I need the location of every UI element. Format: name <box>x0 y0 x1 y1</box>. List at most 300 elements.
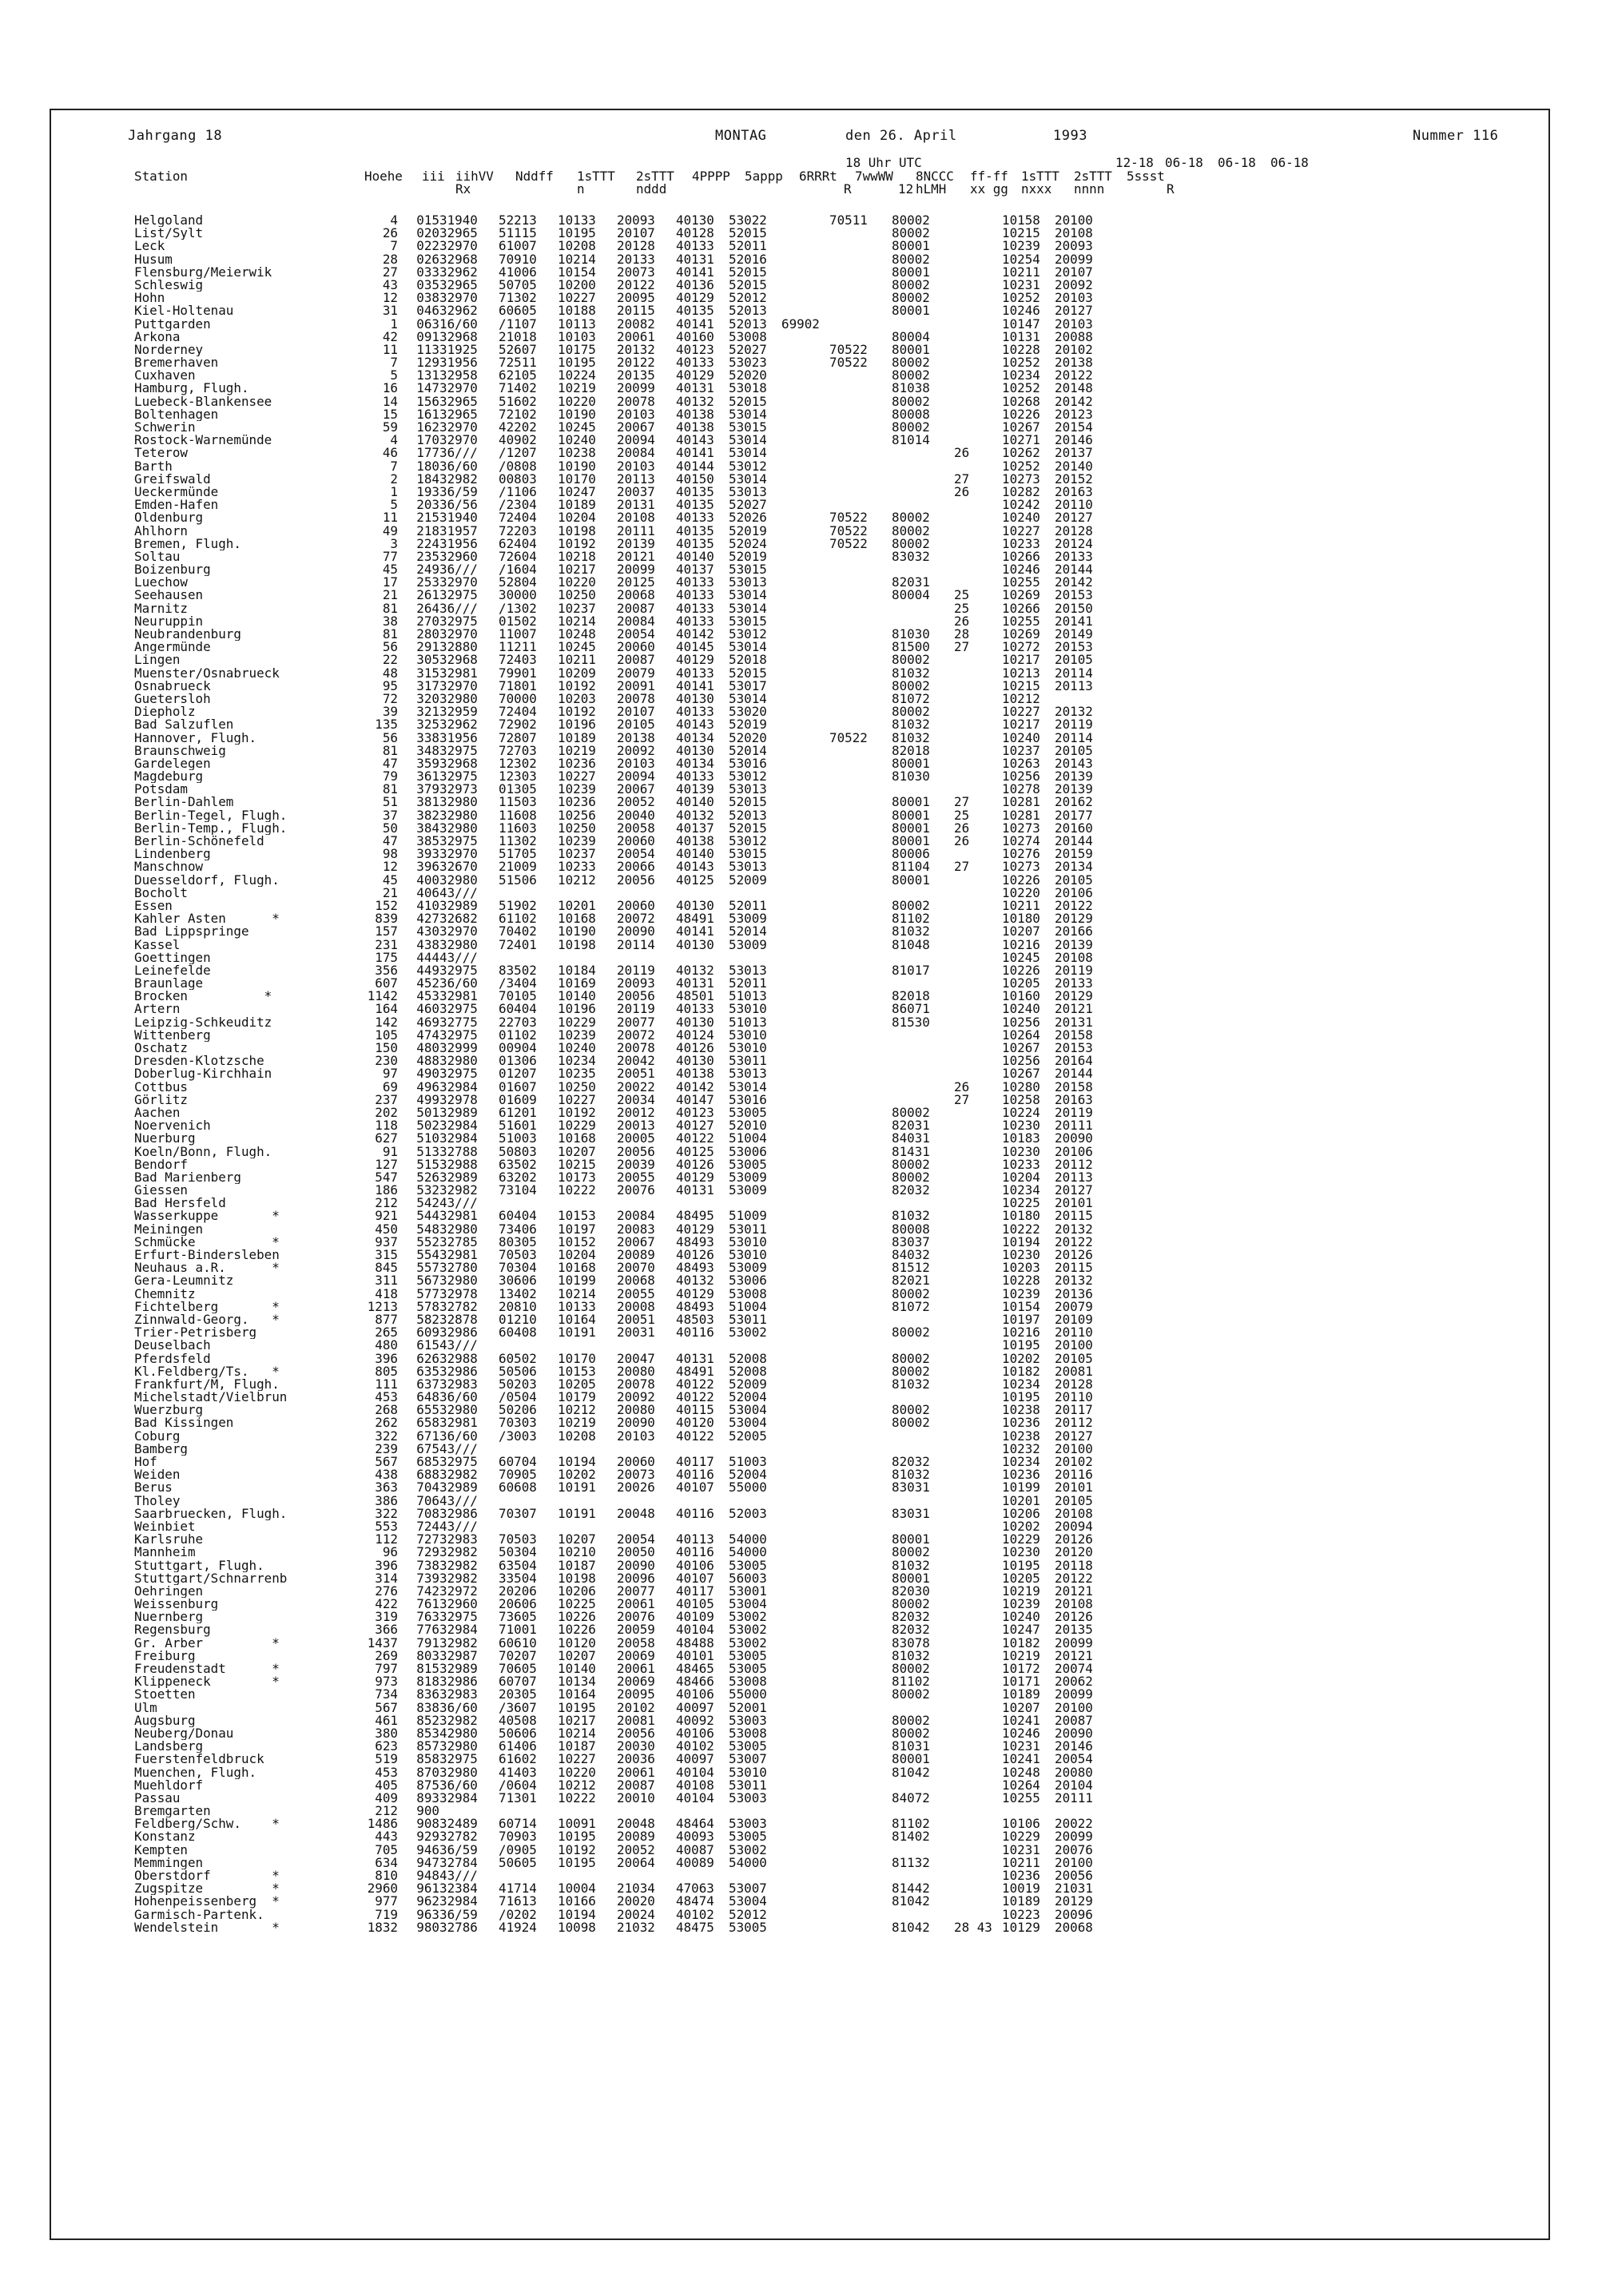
group-t2: 20070 <box>617 1261 655 1275</box>
group-t2: 20103 <box>617 1429 655 1443</box>
height: 519 <box>375 1753 398 1766</box>
group-appp: 53015 <box>729 421 767 435</box>
group-t1: 10240 <box>558 434 596 447</box>
group-t3: 10227 <box>1002 524 1040 538</box>
group-t2: 20067 <box>617 783 655 796</box>
group-iihvv: 32975 <box>439 770 478 784</box>
group-rrr <box>781 1404 829 1416</box>
station-id: 410 <box>416 899 439 913</box>
group-ncc: 81102 <box>892 912 930 926</box>
group-iihvv: 32970 <box>439 434 478 447</box>
group-rrr <box>781 1495 829 1507</box>
station-name: Berus <box>134 1481 173 1495</box>
group-sss <box>1107 1094 1155 1106</box>
station-id: 113 <box>416 343 439 357</box>
station-id: 496 <box>416 1080 439 1094</box>
table-row <box>134 977 1155 990</box>
table-row <box>134 1495 1155 1507</box>
group-t3 <box>1002 1805 1055 1817</box>
group-t2: 20013 <box>617 1119 655 1133</box>
table-row <box>134 641 1155 653</box>
table-row <box>134 1481 1155 1494</box>
group-t3: 10202 <box>1002 1519 1040 1534</box>
group-t2: 20024 <box>617 1908 655 1921</box>
group-rrr <box>781 1184 829 1197</box>
group-t3: 10211 <box>1002 1856 1040 1869</box>
height: 14 <box>382 395 398 408</box>
group-t3: 10233 <box>1002 537 1040 550</box>
group-rrr <box>781 1016 829 1029</box>
group-sss <box>1107 1753 1155 1766</box>
group-nddff: /0604 <box>499 1778 537 1792</box>
group-appp <box>729 1520 781 1533</box>
group-ww <box>829 900 892 912</box>
group-t3: 10240 <box>1002 731 1040 745</box>
group-ff <box>954 460 1002 473</box>
station-name: Norderney <box>134 343 204 357</box>
group-pppp: 40130 <box>676 214 714 228</box>
group-iihvv: 16/60 <box>439 317 478 331</box>
station-name: Neuhaus a.R. * <box>134 1261 280 1275</box>
group-t3: 10219 <box>1002 1584 1040 1599</box>
group-ww: 70522 <box>829 537 868 550</box>
group-t3: 10229 <box>1002 1830 1040 1844</box>
group-ff: 27 <box>954 472 970 486</box>
group-ncc <box>892 887 954 900</box>
station-id: 382 <box>416 808 439 822</box>
group-nddff: 72703 <box>499 744 537 757</box>
station-name: Weissenburg <box>134 1598 219 1611</box>
group-rrr <box>781 1132 829 1145</box>
station-name: Berlin-Tegel, Flugh. <box>134 808 288 822</box>
group-t3: 10147 <box>1002 317 1040 331</box>
group-t2: 20056 <box>617 990 655 1003</box>
group-ff <box>954 900 1002 912</box>
table-row <box>134 318 1155 331</box>
group-ff <box>954 1055 1002 1067</box>
group-pppp: 40135 <box>676 304 714 318</box>
group-nddff: 51003 <box>499 1132 537 1146</box>
table-row <box>134 925 1155 938</box>
group-iihvv: 36/56 <box>439 499 478 512</box>
group-t4: 20093 <box>1055 240 1093 253</box>
group-appp: 53013 <box>729 963 767 978</box>
group-t4: 20128 <box>1055 524 1093 538</box>
group-rrr <box>781 408 829 421</box>
group-ncc: 81048 <box>892 938 930 951</box>
group-t4: 20142 <box>1055 576 1093 590</box>
group-t3: 10216 <box>1002 1326 1040 1340</box>
group-t4: 20103 <box>1055 292 1093 305</box>
group-t2: 20087 <box>617 1778 655 1792</box>
group-pppp: 40141 <box>676 265 714 279</box>
group-nddff: 11302 <box>499 835 537 848</box>
group-t3: 10224 <box>1002 1106 1040 1120</box>
table-row <box>134 1339 1155 1352</box>
group-sss <box>1107 1623 1155 1636</box>
group-sss <box>1107 783 1155 796</box>
group-sss <box>1107 1029 1155 1042</box>
group-t4: 20119 <box>1055 718 1093 732</box>
group-appp: 53013 <box>729 1067 767 1081</box>
group-t4: 20119 <box>1055 1106 1093 1120</box>
height: 81 <box>382 602 398 615</box>
group-rrr <box>781 1844 829 1857</box>
station-id: 280 <box>416 628 439 642</box>
group-appp: 52015 <box>729 265 767 279</box>
station-name: Leinefelde <box>134 963 211 978</box>
group-rrr <box>781 1869 829 1882</box>
group-appp: 53010 <box>729 1003 767 1016</box>
group-ncc: 82021 <box>892 1274 930 1288</box>
table-row <box>134 1702 1155 1714</box>
group-t3: 10256 <box>1002 1055 1040 1068</box>
group-appp: 53011 <box>729 1222 767 1236</box>
group-ncc: 81017 <box>892 963 930 978</box>
group-t2: 20073 <box>617 1468 655 1482</box>
group-t2: 20080 <box>617 1364 655 1378</box>
group-t4: 20110 <box>1055 1391 1093 1404</box>
group-iihvv: 32981 <box>439 666 478 680</box>
group-sss <box>1107 447 1155 459</box>
group-ff <box>954 1223 1002 1236</box>
group-pppp: 40143 <box>676 860 714 874</box>
group-sss <box>1107 1339 1155 1352</box>
group-t2: 20099 <box>617 563 655 577</box>
group-sss <box>1107 718 1155 731</box>
group-sss <box>1107 1650 1155 1662</box>
group-t2: 20042 <box>617 1055 655 1068</box>
group-t4: 20110 <box>1055 499 1093 512</box>
group-ww <box>829 1753 892 1766</box>
group-t3: 10183 <box>1002 1132 1040 1146</box>
group-t1: 10201 <box>558 899 596 913</box>
group-ncc: 80002 <box>892 537 930 550</box>
group-t1: 10197 <box>558 1222 596 1236</box>
group-appp: 53014 <box>729 472 767 486</box>
height: 26 <box>382 227 398 240</box>
group-rrr <box>781 1817 829 1830</box>
station-id: 815 <box>416 1662 439 1676</box>
group-ncc: 82018 <box>892 990 930 1003</box>
group-ncc: 80002 <box>892 1726 930 1741</box>
group-pppp: 40130 <box>676 744 714 757</box>
group-sss <box>1107 1326 1155 1339</box>
station-name: Fichtelberg * <box>134 1300 280 1313</box>
group-iihvv: 31925 <box>439 343 478 357</box>
station-id: 460 <box>416 1003 439 1016</box>
group-appp: 53002 <box>729 1326 767 1340</box>
group-ncc: 81032 <box>892 1649 930 1662</box>
group-t1 <box>558 1495 617 1507</box>
group-t4: 20099 <box>1055 1688 1093 1702</box>
station-id: 761 <box>416 1598 439 1611</box>
group-rrr <box>781 279 829 292</box>
group-sss <box>1107 1559 1155 1572</box>
group-nddff: 50803 <box>499 1145 537 1158</box>
group-ff <box>954 1869 1002 1882</box>
group-t2: 20031 <box>617 1326 655 1340</box>
group-ff <box>954 1779 1002 1792</box>
height: 797 <box>375 1662 398 1676</box>
group-t3: 10252 <box>1002 292 1040 305</box>
group-sss <box>1107 770 1155 783</box>
group-sss <box>1107 344 1155 356</box>
group-t1: 10240 <box>558 1042 596 1055</box>
group-t2: 20058 <box>617 821 655 835</box>
group-rrr <box>781 964 829 977</box>
group-t1: 10245 <box>558 641 596 654</box>
group-pppp: 40133 <box>676 589 714 602</box>
group-t3: 10252 <box>1002 459 1040 473</box>
station-id: 803 <box>416 1649 439 1662</box>
group-rrr <box>781 473 829 486</box>
group-rrr <box>781 1288 829 1301</box>
height: 311 <box>375 1274 398 1288</box>
height: 69 <box>382 1080 398 1094</box>
station-id: 147 <box>416 382 439 395</box>
station-name: Pferdsfeld <box>134 1352 211 1365</box>
group-t2: 20094 <box>617 434 655 447</box>
group-sss <box>1107 1197 1155 1210</box>
group-ncc <box>892 1029 954 1042</box>
height: 461 <box>375 1714 398 1727</box>
height: 239 <box>375 1442 398 1456</box>
group-ncc <box>892 1495 954 1507</box>
group-ncc: 80002 <box>892 1416 930 1430</box>
group-iihvv: 32670 <box>439 860 478 874</box>
station-name: Emden-Hafen <box>134 499 219 512</box>
group-sss <box>1107 1132 1155 1145</box>
height: 396 <box>375 1352 398 1365</box>
group-t2: 20069 <box>617 1649 655 1662</box>
group-iihvv: 32982 <box>439 1636 478 1650</box>
group-iihvv: 32786 <box>439 1921 478 1934</box>
group-nddff: 41006 <box>499 265 537 279</box>
group-appp <box>729 887 781 900</box>
group-iihvv: 32984 <box>439 1119 478 1133</box>
group-t4: 20123 <box>1055 407 1093 421</box>
group-t4: 20131 <box>1055 1015 1093 1029</box>
group-ww <box>829 1533 892 1546</box>
group-t4: 20146 <box>1055 434 1093 447</box>
group-t4: 20141 <box>1055 614 1093 628</box>
group-ncc: 81032 <box>892 731 930 745</box>
group-t1: 10192 <box>558 537 596 550</box>
station-id: 393 <box>416 848 439 861</box>
group-iihvv: 32975 <box>439 1456 478 1469</box>
group-ww <box>829 240 892 252</box>
group-t1: 10184 <box>558 963 596 978</box>
station-name: Luechow <box>134 576 188 590</box>
group-sss <box>1107 1921 1155 1934</box>
group-ff <box>954 1416 1002 1429</box>
group-t1: 10196 <box>558 1003 596 1016</box>
group-nddff: 71302 <box>499 292 537 305</box>
group-t3: 10240 <box>1002 1611 1040 1624</box>
group-t1: 10237 <box>558 848 596 861</box>
group-pppp: 40136 <box>676 278 714 292</box>
group-nddff: 61102 <box>499 912 537 926</box>
group-appp: 52012 <box>729 292 767 305</box>
group-ww <box>829 757 892 770</box>
group-appp: 53005 <box>729 1740 767 1754</box>
group-t4: 20099 <box>1055 1830 1093 1844</box>
group-ff <box>954 1184 1002 1197</box>
group-t4: 20105 <box>1055 1352 1093 1365</box>
group-pppp: 40132 <box>676 963 714 978</box>
group-iihvv: 32975 <box>439 1611 478 1624</box>
station-name: Memmingen <box>134 1856 204 1869</box>
group-t1 <box>558 1197 617 1210</box>
group-rrr <box>781 693 829 705</box>
group-rrr <box>781 421 829 434</box>
station-id: 452 <box>416 977 439 991</box>
group-nddff: 70000 <box>499 692 537 706</box>
group-appp: 53010 <box>729 1766 767 1779</box>
group-iihvv: 36/// <box>439 563 478 577</box>
group-t1: 10134 <box>558 1675 596 1689</box>
table-row <box>134 214 1155 227</box>
station-name: Tholey <box>134 1494 181 1507</box>
group-t3: 10274 <box>1002 835 1040 848</box>
group-iihvv: 32980 <box>439 692 478 706</box>
group-t3: 10231 <box>1002 1843 1040 1857</box>
table-row <box>134 1055 1155 1067</box>
table-row <box>134 990 1155 1003</box>
group-nddff: 70207 <box>499 1649 537 1662</box>
table-row <box>134 1132 1155 1145</box>
group-rrr <box>781 266 829 279</box>
group-t3: 10230 <box>1002 1145 1040 1158</box>
group-t1: 10196 <box>558 718 596 732</box>
table-row <box>134 1792 1155 1805</box>
group-iihvv: 32978 <box>439 1093 478 1106</box>
group-ww <box>829 977 892 990</box>
group-t1: 10173 <box>558 1170 596 1185</box>
group-ff <box>954 369 1002 382</box>
group-t3: 10264 <box>1002 1028 1040 1042</box>
group-t3: 10212 <box>1002 692 1040 706</box>
group-ncc: 81102 <box>892 1817 930 1831</box>
group-t3: 10222 <box>1002 1222 1040 1236</box>
group-nddff: 20206 <box>499 1584 537 1599</box>
station-id: 161 <box>416 407 439 421</box>
group-ff <box>954 653 1002 666</box>
group-ff <box>954 408 1002 421</box>
group-t3: 10019 <box>1002 1882 1040 1896</box>
group-t2 <box>617 887 676 900</box>
table-row <box>134 1714 1155 1727</box>
station-name: Bad Kissingen <box>134 1416 234 1430</box>
group-iihvv: 32960 <box>439 550 478 564</box>
group-appp: 54000 <box>729 1856 767 1869</box>
group-ww <box>829 1353 892 1365</box>
group-ncc: 80002 <box>892 1158 930 1171</box>
group-t1: 10212 <box>558 1778 596 1792</box>
group-rrr <box>781 796 829 808</box>
group-t3: 10266 <box>1002 602 1040 615</box>
group-sss <box>1107 1416 1155 1429</box>
group-t4: 20102 <box>1055 343 1093 357</box>
group-t1: 10212 <box>558 873 596 887</box>
station-name: Potsdam <box>134 783 188 796</box>
group-nddff: 71402 <box>499 382 537 395</box>
group-ww <box>829 1857 892 1869</box>
group-nddff: 79901 <box>499 666 537 680</box>
station-name: Michelstadt/Vielbrun <box>134 1391 288 1404</box>
group-sss <box>1107 1766 1155 1779</box>
group-iihvv: 32986 <box>439 1326 478 1340</box>
table-row <box>134 473 1155 486</box>
group-ff <box>954 292 1002 304</box>
group-iihvv: 32968 <box>439 252 478 266</box>
group-nddff: /2304 <box>499 499 537 512</box>
group-ncc: 80002 <box>892 1714 930 1727</box>
height: 480 <box>375 1339 398 1353</box>
station-id: 438 <box>416 938 439 951</box>
group-nddff: 01306 <box>499 1055 537 1068</box>
group-ww <box>829 369 892 382</box>
group-ff <box>954 1495 1002 1507</box>
group-sss <box>1107 939 1155 951</box>
group-ncc <box>892 615 954 628</box>
group-t1: 10192 <box>558 1843 596 1857</box>
group-pppp: 40143 <box>676 718 714 732</box>
group-ww <box>829 783 892 796</box>
group-iihvv: 32965 <box>439 278 478 292</box>
group-t1: 10195 <box>558 227 596 240</box>
group-t1: 10256 <box>558 808 596 822</box>
group-t2: 20111 <box>617 524 655 538</box>
group-nddff: 71301 <box>499 1791 537 1805</box>
group-sss <box>1107 653 1155 666</box>
group-iihvv: 32989 <box>439 1662 478 1676</box>
group-ff <box>954 990 1002 1003</box>
group-ff <box>954 382 1002 395</box>
group-ww <box>829 1456 892 1468</box>
group-t3: 10189 <box>1002 1688 1040 1702</box>
group-t1: 10166 <box>558 1895 596 1909</box>
group-t3: 10106 <box>1002 1817 1040 1831</box>
station-id: 020 <box>416 227 439 240</box>
group-nddff: 60707 <box>499 1675 537 1689</box>
group-t2: 20121 <box>617 550 655 564</box>
station-name: Schleswig <box>134 278 204 292</box>
group-nddff: 50605 <box>499 1856 537 1869</box>
group-ncc: 80002 <box>892 395 930 408</box>
group-nddff: 21009 <box>499 860 537 874</box>
group-t1: 10235 <box>558 1067 596 1081</box>
group-rrr <box>781 1702 829 1714</box>
group-pppp: 40142 <box>676 1080 714 1094</box>
group-t4: 20106 <box>1055 886 1093 900</box>
group-rrr <box>781 1378 829 1391</box>
group-t4: 20158 <box>1055 1028 1093 1042</box>
height: 7 <box>390 459 398 473</box>
group-ff <box>954 783 1002 796</box>
station-name: Ahlhorn <box>134 524 188 538</box>
station-id: 170 <box>416 434 439 447</box>
group-pppp: 40129 <box>676 292 714 305</box>
date-label: den 26. April <box>845 128 957 144</box>
group-nddff: /3404 <box>499 977 537 991</box>
table-row <box>134 227 1155 240</box>
table-row <box>134 860 1155 873</box>
group-appp: 54000 <box>729 1546 767 1559</box>
group-t4: 20080 <box>1055 1766 1093 1779</box>
group-rrr <box>781 1533 829 1546</box>
